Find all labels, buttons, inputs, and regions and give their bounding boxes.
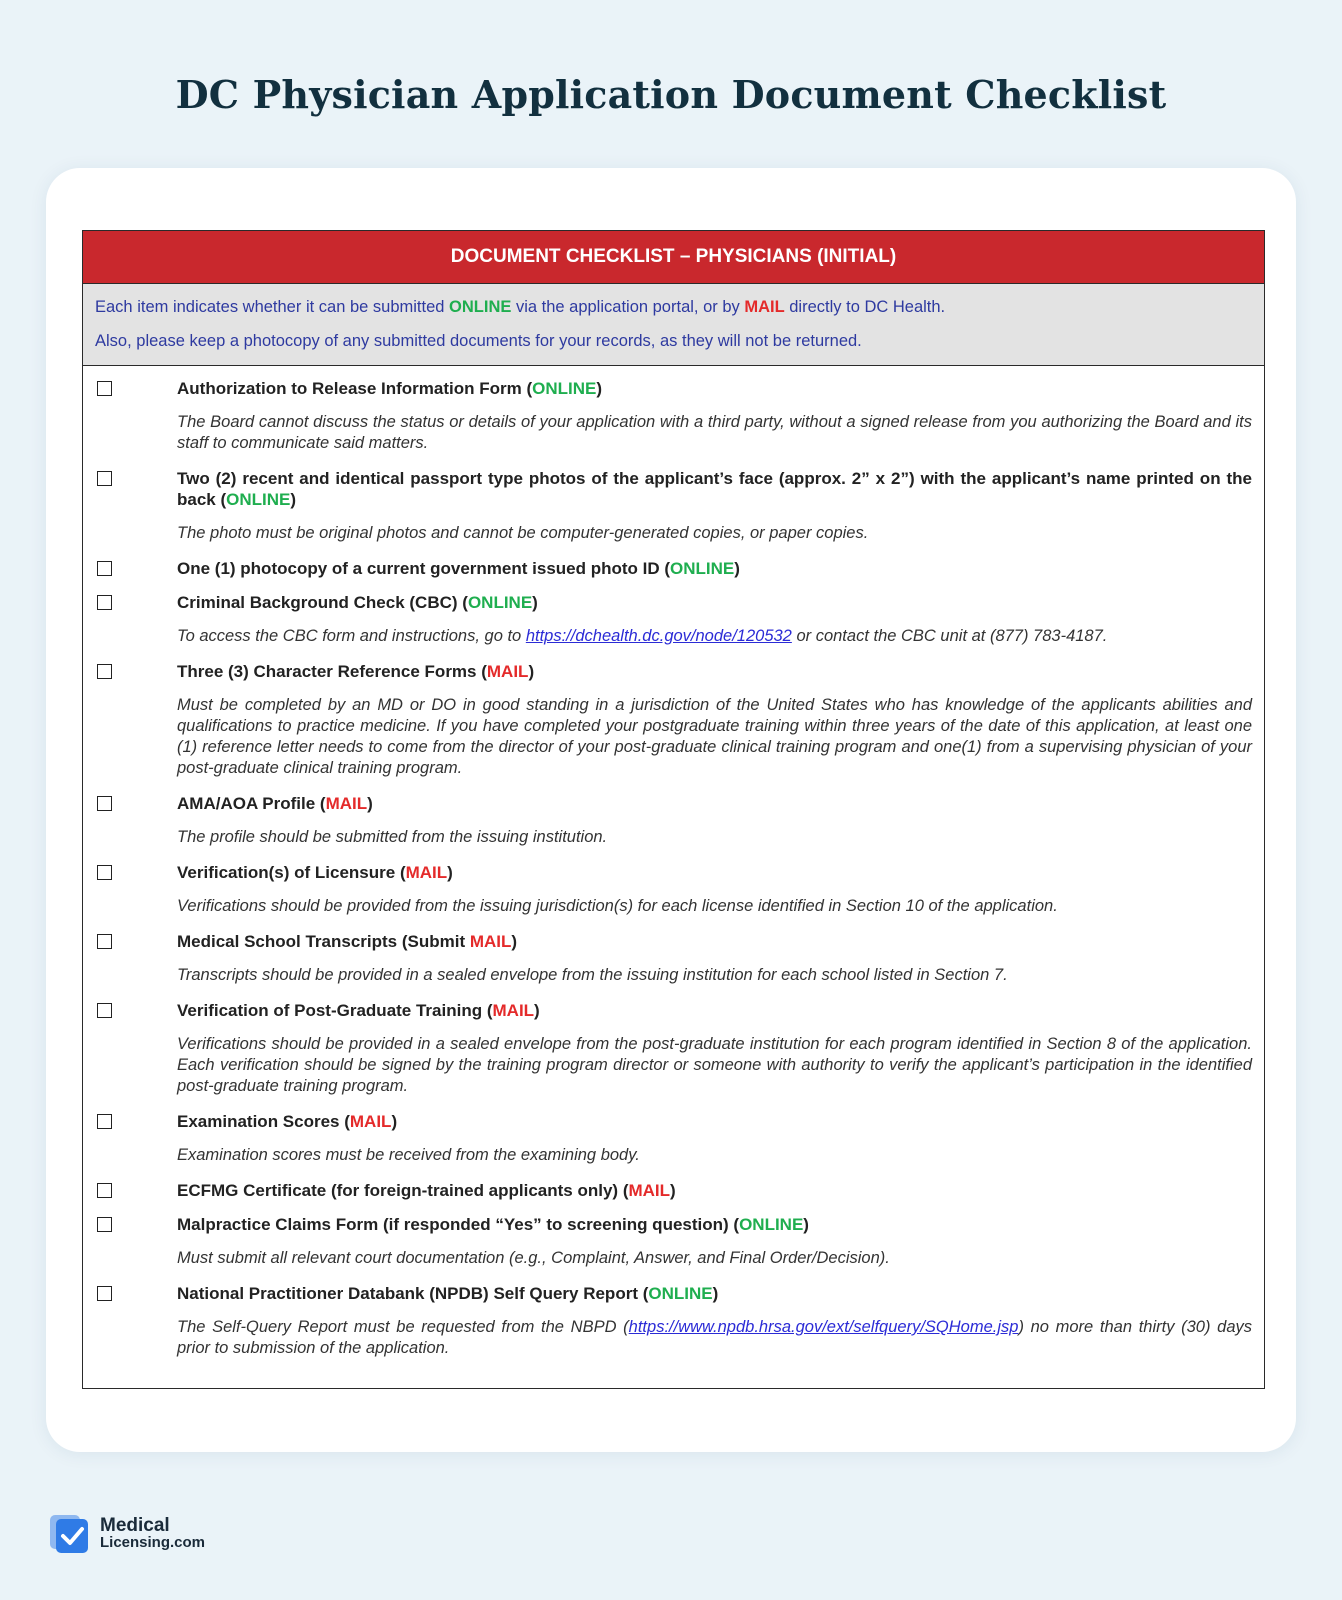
item-title: Medical School Transcripts (Submit MAIL) (177, 932, 518, 951)
mail-tag: MAIL (469, 932, 512, 951)
intro-line-1 (95, 297, 1252, 317)
item-description: Must submit all relevant court documentation (e.g., Complaint, Answer, and Final Order/Decision). (177, 1249, 890, 1267)
online-tag: ONLINE (739, 1215, 804, 1234)
checklist-item (83, 1000, 1252, 1097)
intro-text: via the application portal, or by (511, 298, 745, 316)
item-description: The photo must be original photos and cannot be computer-generated copies, or paper copies. (177, 524, 869, 542)
intro-text: Each item indicates whether it can be submitted (95, 298, 450, 316)
checkbox[interactable] (97, 865, 112, 880)
checklist-items (83, 366, 1264, 1359)
checkbox[interactable] (97, 1217, 112, 1232)
item-title: Malpractice Claims Form (if responded “Yes” to screening question) (ONLINE) (177, 1215, 809, 1234)
logo-line-1: Medical (100, 1515, 170, 1536)
checklist-item (83, 661, 1252, 779)
item-description: The Self-Query Report must be requested from the NBPD (https://www.npdb.hrsa.gov/ext/selfquery/SQHome.jsp) no more than thirty (30) days prior to submission of the application. (177, 1318, 1252, 1357)
checkmark-logo-icon (48, 1513, 90, 1555)
item-description: The profile should be submitted from the issuing institution. (177, 828, 608, 846)
item-title: One (1) photocopy of a current government issued photo ID (ONLINE) (177, 559, 740, 578)
checklist-item (83, 592, 1252, 647)
item-title: Criminal Background Check (CBC) (ONLINE) (177, 593, 538, 612)
item-title: Three (3) Character Reference Forms (MAIL) (177, 662, 535, 681)
item-description: Transcripts should be provided in a sealed envelope from the issuing institution for each school listed in Section 7. (177, 966, 1008, 984)
online-label: ONLINE (449, 298, 512, 316)
item-title: Verification(s) of Licensure (MAIL) (177, 863, 453, 882)
checklist-item (83, 468, 1252, 544)
item-title: National Practitioner Databank (NPDB) Self Query Report (ONLINE) (177, 1284, 719, 1303)
checkbox[interactable] (97, 1003, 112, 1018)
item-description: The Board cannot discuss the status or details of your application with a third party, without a signed release from you authorizing the Board and its staff to communicate said matters. (177, 413, 1252, 452)
checkbox[interactable] (97, 796, 112, 811)
item-description: Verifications should be provided in a sealed envelope from the post-graduate institution for each program identified in Section 8 of the application. Each verification should be signed by the training program director or someone with authority to verify the applicant’s participation in the identified post-graduate training program. (177, 1035, 1252, 1095)
npdb-link[interactable]: https://www.npdb.hrsa.gov/ext/selfquery/SQHome.jsp (628, 1318, 1019, 1336)
mail-tag: MAIL (628, 1181, 671, 1200)
checkbox[interactable] (97, 664, 112, 679)
checklist-card (46, 168, 1296, 1452)
checklist-item (83, 931, 1252, 986)
online-tag: ONLINE (532, 379, 597, 398)
checkbox[interactable] (97, 1114, 112, 1129)
mail-tag: MAIL (486, 662, 529, 681)
checklist-item (83, 1111, 1252, 1166)
online-tag: ONLINE (467, 593, 533, 612)
item-description: To access the CBC form and instructions, go to https://dchealth.dc.gov/node/120532 or contact the CBC unit at (877) 783-4187. (177, 627, 1108, 645)
item-title: Two (2) recent and identical passport type photos of the applicant’s face (approx. 2” x 2”) with the applicant’s name printed on the back (ONLINE) (177, 469, 1252, 509)
checklist-item (83, 1180, 1252, 1201)
checkbox[interactable] (97, 381, 112, 396)
page-title: DC Physician Application Document Checklist (175, 72, 1167, 117)
item-title: Verification of Post-Graduate Training (MAIL) (177, 1001, 540, 1020)
item-title: Examination Scores (MAIL) (177, 1112, 398, 1131)
checkbox[interactable] (97, 595, 112, 610)
checklist-item (83, 862, 1252, 917)
mail-tag: MAIL (349, 1112, 392, 1131)
mail-tag: MAIL (325, 794, 368, 813)
checkbox[interactable] (97, 1286, 112, 1301)
item-description: Verifications should be provided from the issuing jurisdiction(s) for each license identified in Section 10 of the application. (177, 897, 1058, 915)
checklist-item (83, 558, 1252, 579)
mail-label: MAIL (744, 298, 785, 316)
checkbox[interactable] (97, 561, 112, 576)
intro-box (83, 284, 1264, 366)
intro-line-2: Also, please keep a photocopy of any submitted documents for your records, as they will not be returned. (95, 332, 862, 350)
checklist-document (82, 230, 1265, 1389)
checkbox[interactable] (97, 1183, 112, 1198)
logo-line-2: Licensing.com (100, 1534, 206, 1551)
intro-text: directly to DC Health. (784, 298, 946, 316)
mail-tag: MAIL (492, 1001, 535, 1020)
item-description: Must be completed by an MD or DO in good standing in a jurisdiction of the United States who has knowledge of the applicants abilities and qualifications to practice medicine. If you have completed your postgraduate training within three years of the date of this application, at least one (1) reference letter needs to come from the director of your post-graduate clinical training program and one(1) from a supervising physician of your post-graduate clinical training program. (177, 696, 1252, 777)
item-title: Authorization to Release Information Form (ONLINE) (177, 379, 603, 398)
online-tag: ONLINE (670, 559, 735, 578)
cbc-link[interactable]: https://dchealth.dc.gov/node/120532 (525, 627, 792, 645)
online-tag: ONLINE (648, 1284, 713, 1303)
checklist-item (83, 1283, 1252, 1359)
checkbox[interactable] (97, 471, 112, 486)
medicallicensing-logo[interactable] (48, 1512, 205, 1556)
item-title: AMA/AOA Profile (MAIL) (177, 794, 373, 813)
logo-wordmark (100, 1517, 205, 1551)
checklist-header: DOCUMENT CHECKLIST – PHYSICIANS (INITIAL) (83, 231, 1264, 284)
item-title: ECFMG Certificate (for foreign-trained applicants only) (MAIL) (177, 1181, 676, 1200)
mail-tag: MAIL (405, 863, 448, 882)
checklist-item (83, 1214, 1252, 1269)
checklist-item (83, 378, 1252, 454)
checkbox[interactable] (97, 934, 112, 949)
online-tag: ONLINE (226, 490, 291, 509)
item-description: Examination scores must be received from the examining body. (177, 1146, 640, 1164)
checklist-item (83, 793, 1252, 848)
